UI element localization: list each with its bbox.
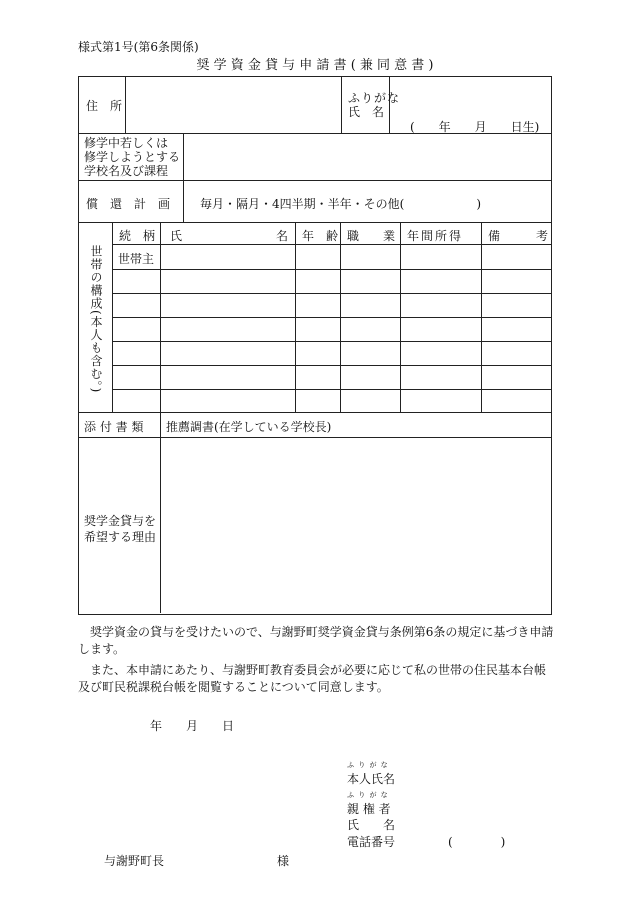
guardian-name-label: 氏 名 bbox=[347, 818, 396, 832]
applicant-name-label: 本人氏名 bbox=[347, 772, 396, 786]
consent-statement: また、本申請にあたり、与謝野町教育委員会が必要に応じて私の世帯の住民基本台帳及び町民税課税台帳を閲覧することについて同意します。 bbox=[78, 663, 547, 694]
guardian-label: 親 権 者 bbox=[347, 802, 391, 816]
form-number: 様式第1号(第6条関係) bbox=[78, 40, 199, 54]
household-head-relation: 世帯主 bbox=[118, 252, 155, 266]
col-relation: 続 柄 bbox=[119, 229, 156, 243]
address-label: 住 所 bbox=[86, 99, 123, 113]
name-label: 氏 名 bbox=[348, 105, 385, 119]
name-furigana-label: ふりがな bbox=[348, 91, 401, 105]
col-age: 年 齢 bbox=[302, 229, 339, 243]
phone-field[interactable]: ( ) bbox=[448, 835, 506, 849]
applicant-furigana-label: ふ り が な bbox=[347, 761, 389, 769]
request-statement: 奨学資金の貸与を受けたいので、与謝野町奨学資金貸与条例第6条の規定に基づき申請します。 bbox=[78, 625, 554, 656]
reason-label: 奨学金貸与を 希望する理由 bbox=[84, 514, 157, 544]
attachments-value: 推薦調書(在学している学校長) bbox=[166, 420, 332, 434]
school-field[interactable] bbox=[188, 137, 546, 177]
name-field[interactable] bbox=[394, 80, 546, 114]
school-label: 修学中若しくは 修学しようとする 学校名及び課程 bbox=[84, 136, 181, 178]
reason-field[interactable] bbox=[162, 440, 550, 612]
phone-label: 電話番号 bbox=[347, 835, 396, 849]
birthdate-field[interactable]: ( 年 月 日生) bbox=[410, 120, 540, 134]
repay-plan-label: 償 還 計 画 bbox=[86, 197, 171, 211]
col-name-family: 氏 bbox=[170, 229, 183, 243]
address-field[interactable] bbox=[130, 80, 335, 130]
col-remarks-1: 備 bbox=[488, 229, 501, 243]
repay-plan-options[interactable]: 毎月・隔月・4四半期・半年・その他( ) bbox=[200, 197, 482, 211]
guardian-furigana-label: ふ り が な bbox=[347, 791, 389, 799]
date-line[interactable]: 年 月 日 bbox=[150, 719, 235, 733]
col-name-given: 名 bbox=[276, 229, 289, 243]
household-composition-label: 世帯の構成(本人も含む。) bbox=[89, 245, 103, 394]
addressee-mayor: 与謝野町長 bbox=[104, 854, 165, 868]
col-remarks-2: 考 bbox=[536, 229, 549, 243]
attachments-label: 添 付 書 類 bbox=[84, 420, 144, 434]
col-annual-income: 年間所得 bbox=[407, 229, 464, 243]
honorific-sama: 様 bbox=[277, 854, 290, 868]
page-title: 奨 学 資 金 貸 与 申 請 書 ( 兼 同 意 書 ) bbox=[196, 58, 434, 73]
col-occupation: 職 業 bbox=[347, 229, 396, 243]
household-rows[interactable] bbox=[161, 245, 551, 412]
